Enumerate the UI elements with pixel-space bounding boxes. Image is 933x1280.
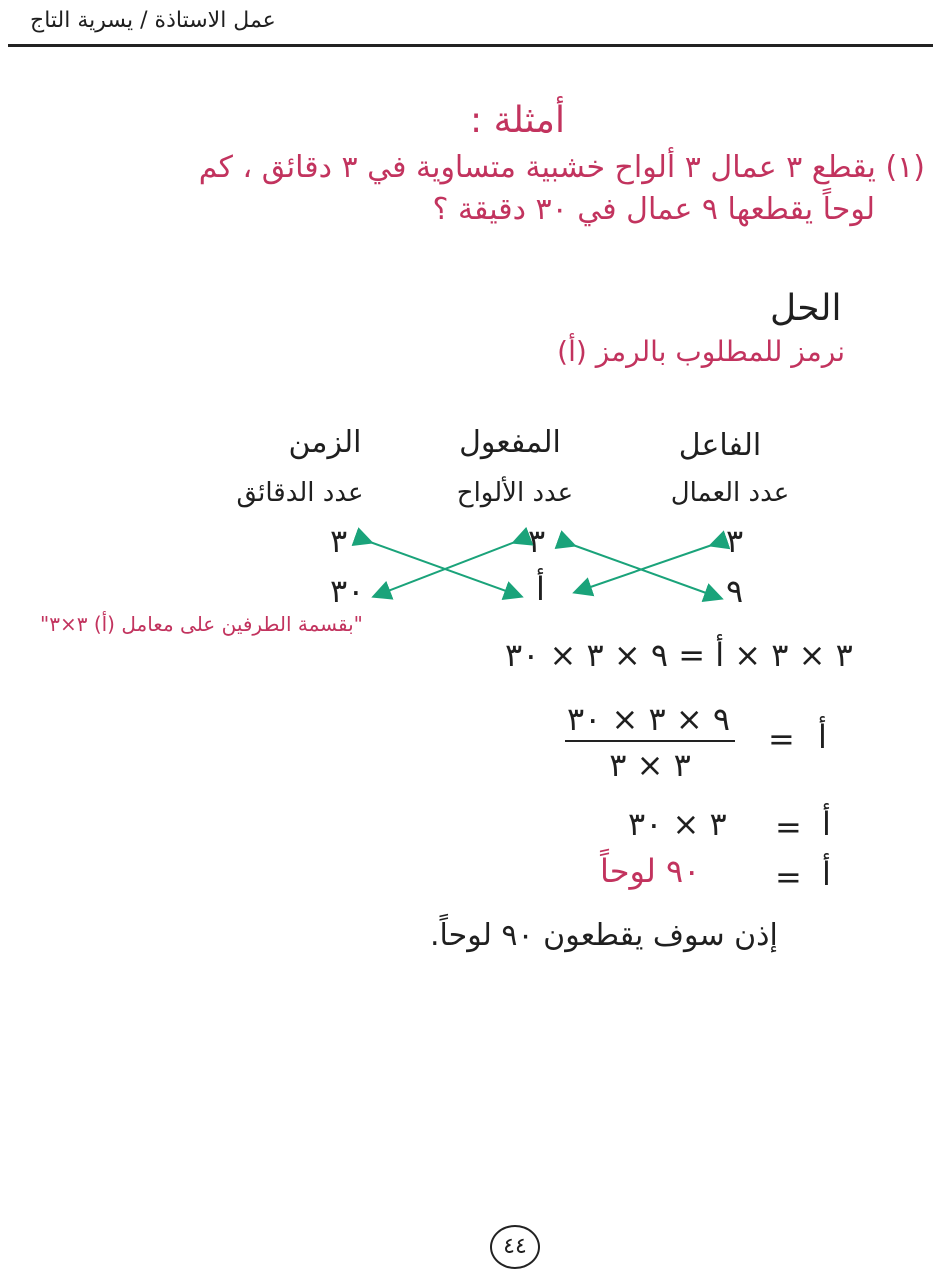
step3-result: ٩٠ لوحاً bbox=[600, 852, 701, 890]
main-equation: ٣ × ٣ × أ = ٩ × ٣ × ٣٠ bbox=[505, 636, 853, 674]
division-note: "بقسمة الطرفين على معامل (أ) ٣×٣" bbox=[40, 612, 363, 636]
column-subtitle-time: عدد الدقائق bbox=[236, 478, 364, 508]
step2-rhs: ٣ × ٣٠ bbox=[628, 805, 727, 843]
step2-lhs: أ bbox=[822, 805, 831, 843]
actor-value-bottom: ٩ bbox=[726, 572, 744, 610]
step3-lhs: أ bbox=[822, 855, 831, 893]
step2-equals: = bbox=[775, 808, 802, 846]
examples-title: أمثلة : bbox=[470, 100, 565, 141]
column-title-time: الزمن bbox=[288, 425, 362, 460]
object-value-top: ٣ bbox=[528, 522, 546, 560]
step3-equals: = bbox=[775, 858, 802, 896]
fraction-bar bbox=[565, 740, 735, 742]
column-title-object: المفعول bbox=[459, 425, 561, 460]
object-value-bottom: أ bbox=[536, 570, 545, 608]
arrow-object-to-actor bbox=[573, 545, 720, 598]
symbol-note: نرمز للمطلوب بالرمز (أ) bbox=[557, 335, 845, 368]
column-title-actor: الفاعل bbox=[678, 428, 762, 463]
fraction-numerator: ٩ × ٣ × ٣٠ bbox=[566, 700, 730, 738]
page-number: ٤٤ bbox=[490, 1225, 540, 1269]
conclusion: إذن سوف يقطعون ٩٠ لوحاً. bbox=[430, 918, 778, 953]
question-line-1: (١) يقطع ٣ عمال ٣ ألواح خشبية متساوية في ٣ دقائق ، كم bbox=[198, 150, 925, 185]
arrow-actor-to-object bbox=[576, 545, 712, 592]
fraction-denominator: ٣ × ٣ bbox=[609, 746, 691, 784]
column-subtitle-actor: عدد العمال bbox=[670, 478, 790, 508]
time-value-bottom: ٣٠ bbox=[330, 572, 365, 610]
question-line-2: لوحاً يقطعها ٩ عمال في ٣٠ دقيقة ؟ bbox=[432, 192, 875, 227]
header-author: عمل الاستاذة / يسرية التاج bbox=[30, 8, 276, 33]
actor-value-top: ٣ bbox=[726, 522, 744, 560]
arrow-object-to-time bbox=[375, 542, 515, 596]
solution-heading: الحل bbox=[770, 288, 842, 329]
fraction-lhs: أ bbox=[818, 718, 827, 756]
time-value-top: ٣ bbox=[330, 522, 348, 560]
column-subtitle-object: عدد الألواح bbox=[456, 478, 574, 508]
fraction-equals: = bbox=[768, 720, 795, 758]
